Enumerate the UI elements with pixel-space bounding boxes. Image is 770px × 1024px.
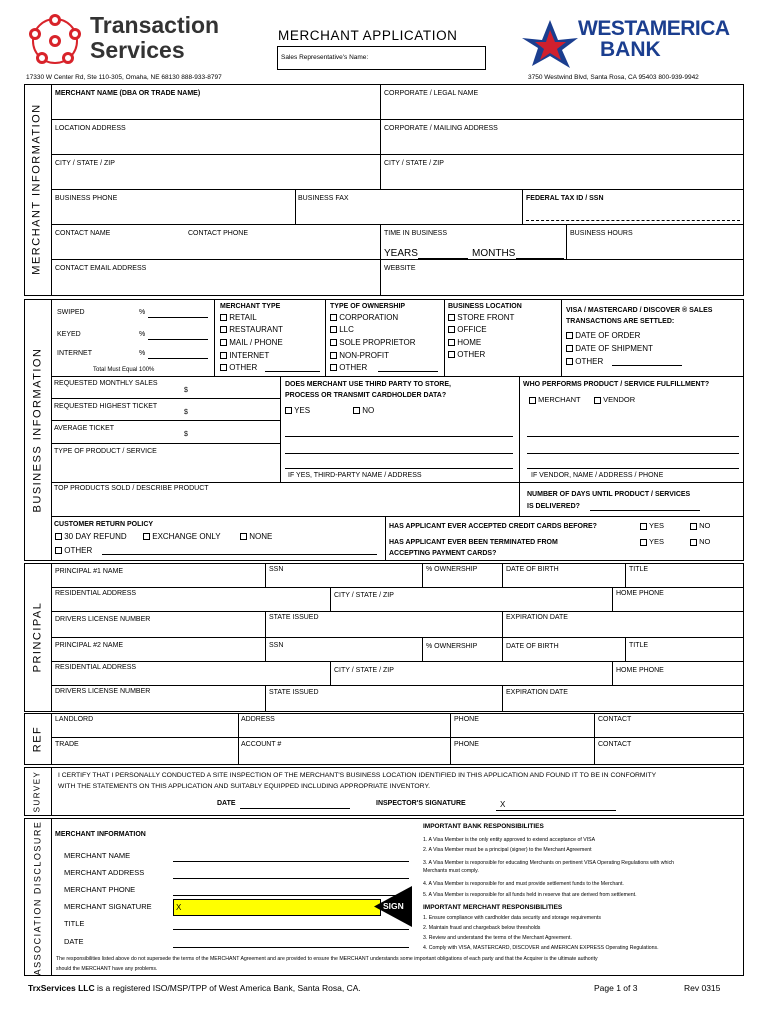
years-input[interactable]	[418, 258, 468, 259]
delivery-days-input[interactable]	[590, 510, 700, 511]
label-months: MONTHS	[472, 248, 516, 259]
label-website: WEBSITE	[384, 265, 416, 272]
checkbox-date-of-order[interactable]: DATE OF ORDER	[566, 331, 640, 340]
label-merchant-information: MERCHANT INFORMATION	[55, 831, 146, 838]
label-years: YEARS	[384, 248, 418, 259]
label-business-phone: BUSINESS PHONE	[55, 195, 118, 202]
label-d-date: DATE	[64, 937, 84, 946]
checkbox-accepted-no[interactable]: NO	[690, 521, 710, 530]
label-delivery-days-2: IS DELIVERED?	[527, 503, 580, 510]
tax-id-dashes[interactable]	[526, 220, 740, 221]
checkbox-third-no[interactable]: NO	[353, 406, 374, 415]
label-swiped: SWIPED	[57, 309, 85, 316]
checkbox-retail[interactable]: RETAIL	[220, 313, 257, 322]
footer-revision: Rev 0315	[684, 983, 721, 993]
merch-item-4: 4. Comply with VISA, MASTERCARD, DISCOVER and AMERICAN EXPRESS Operating Regulations.	[423, 945, 659, 951]
label-d-title: TITLE	[64, 919, 85, 928]
label-tax-id: FEDERAL TAX ID / SSN	[526, 195, 604, 202]
label-landlord-contact: CONTACT	[598, 716, 632, 723]
label-return-policy: CUSTOMER RETURN POLICY	[54, 521, 154, 528]
bank-item-4: 4. A Visa Member is responsible for and must provide settlement funds to the Merchant.	[423, 881, 624, 887]
label-trade-account: ACCOUNT #	[241, 741, 282, 748]
label-landlord-address: ADDRESS	[241, 716, 275, 723]
checkbox-terminated-yes[interactable]: YES	[640, 537, 664, 546]
inspector-signature-x: X	[500, 800, 506, 809]
label-p1-title: TITLE	[629, 566, 649, 573]
keyed-pct-input[interactable]	[148, 339, 208, 340]
label-average-ticket: AVERAGE TICKET	[54, 425, 115, 432]
checkbox-mt-other[interactable]: OTHER	[220, 363, 257, 372]
checkbox-30-day-refund[interactable]: 30 DAY REFUND	[55, 532, 127, 541]
checkbox-home[interactable]: HOME	[448, 338, 481, 347]
label-total-100: Total Must Equal 100%	[93, 367, 155, 373]
d-merchant-address-input[interactable]	[173, 878, 409, 879]
checkbox-llc[interactable]: LLC	[330, 325, 354, 334]
label-p1-ssn: SSN	[269, 566, 284, 573]
checkbox-office[interactable]: OFFICE	[448, 325, 487, 334]
bank-item-3a: 3. A Visa Member is responsible for educating Merchants on pertinent VISA Operating Regulations with which	[423, 860, 675, 866]
section-ref: REF	[31, 725, 43, 753]
label-d-merchant-address: MERCHANT ADDRESS	[64, 868, 145, 877]
label-contact-email: CONTACT EMAIL ADDRESS	[55, 265, 147, 272]
label-business-location: BUSINESS LOCATION	[448, 303, 522, 310]
label-p1-state: STATE ISSUED	[269, 614, 319, 621]
label-p2-dl: DRIVERS LICENSE NUMBER	[55, 688, 151, 695]
label-p2-home-phone: HOME PHONE	[616, 667, 664, 674]
merch-item-3: 3. Review and understand the terms of the Merchant Agreement.	[423, 935, 572, 941]
label-landlord: LANDLORD	[55, 716, 94, 723]
label-terminated-1: HAS APPLICANT EVER BEEN TERMINATED FROM	[389, 539, 558, 546]
sales-rep-label: Sales Representative's Name:	[281, 54, 369, 61]
ref-box	[24, 713, 744, 765]
merchant-signature-field[interactable]	[173, 899, 381, 916]
company-logo	[24, 12, 86, 70]
label-p2-state: STATE ISSUED	[269, 689, 319, 696]
label-fulfillment: WHO PERFORMS PRODUCT / SERVICE FULFILLMENT?	[523, 381, 710, 388]
section-survey: SURVEY	[32, 770, 42, 812]
label-landlord-phone: PHONE	[454, 716, 479, 723]
signature-x: X	[176, 903, 182, 912]
swiped-pct-input[interactable]	[148, 317, 208, 318]
checkbox-return-none[interactable]: NONE	[240, 532, 272, 541]
label-accepted-before: HAS APPLICANT EVER ACCEPTED CREDIT CARDS BEFORE?	[389, 523, 597, 530]
checkbox-accepted-yes[interactable]: YES	[640, 521, 664, 530]
section-disclosure: ASSOCIATION DISCLOSURE	[32, 820, 43, 976]
d-merchant-name-input[interactable]	[173, 861, 409, 862]
section-merchant-info: MERCHANT INFORMATION	[31, 103, 43, 275]
label-top-products: TOP PRODUCTS SOLD / DESCRIBE PRODUCT	[54, 485, 209, 492]
label-principal-2: PRINCIPAL #2 NAME	[55, 642, 124, 649]
label-third-party-1: DOES MERCHANT USE THIRD PARTY TO STORE,	[285, 381, 451, 388]
label-trade-contact: CONTACT	[598, 741, 632, 748]
checkbox-corporation[interactable]: CORPORATION	[330, 313, 398, 322]
label-trade: TRADE	[55, 741, 79, 748]
survey-certification-1: I CERTIFY THAT I PERSONALLY CONDUCTED A SITE INSPECTION OF THE MERCHANT'S BUSINESS LOCATION IDENTIFIED IN THIS APPLICATION AND FOUND IT TO BE IN CONFORMITY	[58, 772, 657, 779]
label-ownership: TYPE OF OWNERSHIP	[330, 303, 406, 310]
label-terminated-2: ACCEPTING PAYMENT CARDS?	[389, 550, 497, 557]
checkbox-terminated-no[interactable]: NO	[690, 537, 710, 546]
label-merchant-type: MERCHANT TYPE	[220, 303, 281, 310]
label-p1-exp: EXPIRATION DATE	[506, 614, 568, 621]
label-p2-dob: DATE OF BIRTH	[506, 643, 559, 650]
label-vendor-address: IF VENDOR, NAME / ADDRESS / PHONE	[531, 472, 664, 479]
footer-page-number: Page 1 of 3	[594, 983, 638, 993]
checkbox-mail-phone[interactable]: MAIL / PHONE	[220, 338, 283, 347]
label-p2-csz: CITY / STATE / ZIP	[334, 667, 394, 674]
label-p2-title: TITLE	[629, 642, 649, 649]
merch-item-1: 1. Ensure compliance with cardholder data security and storage requirements	[423, 915, 601, 921]
checkbox-set-other[interactable]: OTHER	[566, 357, 603, 366]
company-name-line1: Transaction	[90, 12, 220, 38]
checkbox-fulfill-merchant[interactable]: MERCHANT	[529, 395, 581, 404]
label-principal-1: PRINCIPAL #1 NAME	[55, 568, 124, 575]
label-business-fax: BUSINESS FAX	[298, 195, 349, 202]
inspector-signature-input[interactable]	[496, 810, 616, 811]
bank-item-1: 1. A Visa Member is the only entity approved to extend acceptance of VISA	[423, 837, 596, 843]
checkbox-return-other[interactable]: OTHER	[55, 546, 92, 555]
label-third-party-2: PROCESS OR TRANSMIT CARDHOLDER DATA?	[285, 392, 447, 399]
label-highest-ticket: REQUESTED HIGHEST TICKET	[54, 403, 158, 410]
label-d-merchant-signature: MERCHANT SIGNATURE	[64, 902, 152, 911]
label-settled-1: VISA / MASTERCARD / DISCOVER ® SALES	[566, 307, 713, 314]
checkbox-store-front[interactable]: STORE FRONT	[448, 313, 514, 322]
label-p1-dl: DRIVERS LICENSE NUMBER	[55, 616, 151, 623]
label-time-in-business: TIME IN BUSINESS	[384, 230, 448, 237]
checkbox-loc-other[interactable]: OTHER	[448, 350, 485, 359]
label-delivery-days-1: NUMBER OF DAYS UNTIL PRODUCT / SERVICES	[527, 491, 691, 498]
label-p1-ownership: % OWNERSHIP	[426, 566, 478, 573]
checkbox-exchange-only[interactable]: EXCHANGE ONLY	[143, 532, 221, 541]
label-p2-residential: RESIDENTIAL ADDRESS	[55, 664, 137, 671]
label-inspector-signature: INSPECTOR'S SIGNATURE	[376, 800, 466, 807]
footer-iso-statement: TrxServices LLC is a registered ISO/MSP/TPP of West America Bank, Santa Rosa, CA.	[28, 983, 361, 993]
label-trade-phone: PHONE	[454, 741, 479, 748]
label-settled-2: TRANSACTIONS ARE SETTLED:	[566, 318, 675, 325]
checkbox-internet[interactable]: INTERNET	[220, 351, 269, 360]
form-title: MERCHANT APPLICATION	[278, 28, 458, 43]
merch-item-2: 2. Maintain fraud and chargeback below thresholds	[423, 925, 541, 931]
label-csz-1: CITY / STATE / ZIP	[55, 160, 115, 167]
d-title-input[interactable]	[173, 929, 409, 930]
bank-name-line2: BANK	[600, 38, 661, 61]
label-bank-responsibilities: IMPORTANT BANK RESPONSIBILITIES	[423, 823, 544, 830]
label-location: LOCATION ADDRESS	[55, 125, 126, 132]
survey-certification-2: WITH THE STATEMENTS ON THIS APPLICATION AND SUITABLY EQUIPPED INCLUDING APPROPRIATE INVENTORY.	[58, 783, 431, 790]
label-d-merchant-phone: MERCHANT PHONE	[64, 885, 136, 894]
label-dba: MERCHANT NAME (DBA OR TRADE NAME)	[55, 90, 201, 97]
label-third-party-address: IF YES, THIRD-PARTY NAME / ADDRESS	[288, 472, 422, 479]
label-contact-name: CONTACT NAME	[55, 230, 111, 237]
label-p1-csz: CITY / STATE / ZIP	[334, 592, 394, 599]
label-business-hours: BUSINESS HOURS	[570, 230, 633, 237]
label-keyed: KEYED	[57, 331, 81, 338]
sign-label: SIGN	[383, 901, 404, 911]
label-merchant-responsibilities: IMPORTANT MERCHANT RESPONSIBILITIES	[423, 904, 563, 911]
bank-item-5: 5. A Visa Member is responsible for all funds held in reserve that are derived from settlement.	[423, 892, 637, 898]
checkbox-restaurant[interactable]: RESTAURANT	[220, 325, 283, 334]
label-p1-residential: RESIDENTIAL ADDRESS	[55, 590, 137, 597]
label-survey-date: DATE	[217, 800, 236, 807]
checkbox-sole-proprietor[interactable]: SOLE PROPRIETOR	[330, 338, 416, 347]
label-product-type: TYPE OF PRODUCT / SERVICE	[54, 448, 157, 455]
checkbox-own-other[interactable]: OTHER	[330, 363, 367, 372]
label-legal-name: CORPORATE / LEGAL NAME	[384, 90, 479, 97]
checkbox-date-of-shipment[interactable]: DATE OF SHIPMENT	[566, 344, 653, 353]
address-left: 17330 W Center Rd, Ste 110-305, Omaha, NE 68130 888-933-8797	[26, 74, 222, 81]
label-d-merchant-name: MERCHANT NAME	[64, 851, 131, 860]
company-name-line2: Services	[90, 37, 185, 63]
label-mailing: CORPORATE / MAILING ADDRESS	[384, 125, 498, 132]
d-date-input[interactable]	[173, 947, 409, 948]
label-csz-2: CITY / STATE / ZIP	[384, 160, 444, 167]
address-right: 3750 Westwind Blvd, Santa Rosa, CA 95403 800-939-9942	[528, 74, 699, 81]
disclosure-footnote-1: The responsibilities listed above do not supersede the terms of the MERCHANT Agreement and are provided to ensure the MERCHANT understands some important obligations of each party and that the Acquirer is the ultimate authority	[56, 956, 598, 962]
label-p2-exp: EXPIRATION DATE	[506, 689, 568, 696]
section-business-info: BUSINESS INFORMATION	[31, 347, 43, 513]
bank-name-line1: WESTAMERICA	[578, 17, 730, 40]
label-p1-dob: DATE OF BIRTH	[506, 566, 559, 573]
months-input[interactable]	[516, 258, 564, 259]
survey-date-input[interactable]	[240, 808, 350, 809]
checkbox-fulfill-vendor[interactable]: VENDOR	[594, 395, 635, 404]
disclosure-footnote-2: should the MERCHANT have any problems.	[56, 966, 158, 972]
bank-item-3b: Merchants must comply.	[423, 868, 479, 874]
label-monthly-sales: REQUESTED MONTHLY SALES	[54, 380, 158, 387]
label-internet: INTERNET	[57, 350, 92, 357]
section-principal: PRINCIPAL	[31, 601, 44, 673]
checkbox-non-profit[interactable]: NON-PROFIT	[330, 351, 389, 360]
internet-pct-input[interactable]	[148, 358, 208, 359]
label-p1-home-phone: HOME PHONE	[616, 590, 664, 597]
checkbox-third-yes[interactable]: YES	[285, 406, 310, 415]
label-contact-phone: CONTACT PHONE	[188, 230, 249, 237]
logo-mark	[24, 12, 86, 70]
bank-item-2: 2. A Visa Member must be a principal (signer) to the Merchant Agreement	[423, 847, 592, 853]
label-p2-ownership: % OWNERSHIP	[426, 643, 478, 650]
label-p2-ssn: SSN	[269, 642, 284, 649]
